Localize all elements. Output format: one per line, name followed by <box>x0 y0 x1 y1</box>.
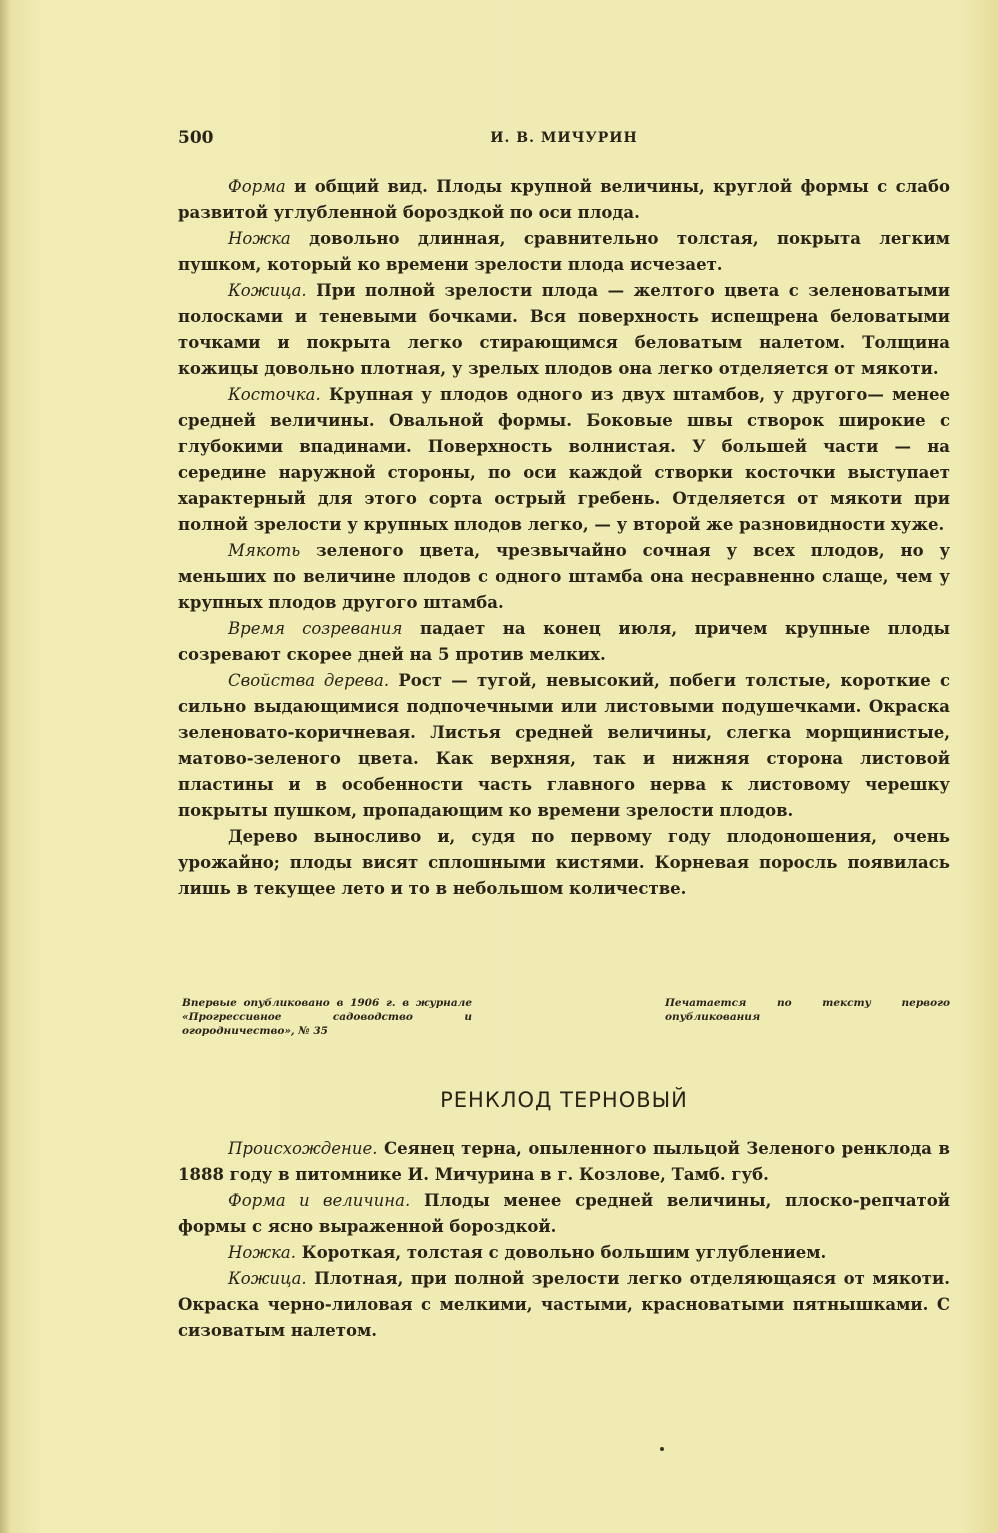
paragraph-text: Плотная, при полной зрелости легко отделяющаяся от мякоти. Окраска черно-лиловая с мелкими, частыми, красноватыми пятнышками. С сизоватым налетом. <box>178 1269 950 1340</box>
paragraph-text: При полной зрелости плода — желтого цвета с зеленоватыми полосками и теневыми бочками. Вся поверхность испещрена беловатыми точками и покрыта легко стирающимся беловатым налетом. Толщина кожицы довольно плотная, у зрелых плодов она легко отделяется от мякоти. <box>178 281 950 378</box>
variety-description-section <box>178 174 950 902</box>
paragraph-term: Форма <box>228 177 286 196</box>
publication-notes <box>182 996 950 1042</box>
running-head: И. В. МИЧУРИН <box>490 130 638 146</box>
paragraph-term: Ножка. <box>228 1243 297 1262</box>
paragraph-stone <box>178 382 950 538</box>
paragraph-term: Ножка <box>228 229 291 248</box>
paragraph-term: Мякоть <box>228 541 301 560</box>
paragraph-text: Короткая, толстая с довольно большим углублением. <box>296 1243 827 1262</box>
paragraph-stalk <box>178 226 950 278</box>
paragraph-text: довольно длинная, сравнительно толстая, покрыта легким пушком, который ко времени зрелости плода исчезает. <box>178 229 950 274</box>
paragraph-origin <box>178 1136 950 1188</box>
paragraph-term: Время созревания <box>228 619 403 638</box>
page-header <box>178 128 950 152</box>
renklod-ternovy-section <box>178 1136 950 1344</box>
paragraph-stalk <box>178 1240 950 1266</box>
paragraph-term: Кожица. <box>228 281 307 300</box>
paragraph-skin <box>178 1266 950 1344</box>
first-published-note: Впервые опубликовано в 1906 г. в журнале «Прогрессивное садоводство и огородничество», № 35 <box>182 997 472 1037</box>
paragraph-term: Происхождение. <box>228 1139 378 1158</box>
paragraph-form-size <box>178 1188 950 1240</box>
paragraph-text: и общий вид. Плоды крупной величины, круглой формы с слабо развитой углубленной бороздкой по оси плода. <box>178 177 950 222</box>
paragraph-text: Рост — тугой, невысокий, побеги толстые, короткие с сильно выдающимися подпочечными или листовыми подушечками. Окраска зеленовато-коричневая. Листья средней величины, слегка морщинистые, матово-зеленого цвета. Как верхняя, так и нижняя сторона листовой пластины и в особенности часть главного нерва к листовому черешку покрыты пушком, пропадающим ко времени зрелости плодов. <box>178 671 950 820</box>
page-edge-shadow <box>0 0 10 1533</box>
paragraph-form <box>178 174 950 226</box>
paragraph-ripening <box>178 616 950 668</box>
paragraph-term: Кожица. <box>228 1269 307 1288</box>
paragraph-term: Косточка. <box>228 385 321 404</box>
paragraph-tree-properties <box>178 668 950 824</box>
paragraph-text: Дерево выносливо и, судя по первому году плодоношения, очень урожайно; плоды висят сплошными кистями. Корневая поросль появилась лишь в текущее лето и то в небольшом количестве. <box>178 827 950 898</box>
paragraph-text: Сеянец терна, опыленного пыльцой Зеленого ренклода в 1888 году в питомнике И. Мичурина в г. Козлове, Тамб. губ. <box>178 1139 950 1184</box>
paragraph-text: Плоды менее средней величины, плоско-репчатой формы с ясно выраженной бороздкой. <box>178 1191 950 1236</box>
paragraph-text: зеленого цвета, чрезвычайно сочная у всех плодов, но у меньших по величине плодов с одного штамба она несравненно слаще, чем у крупных плодов другого штамба. <box>178 541 950 612</box>
paragraph-text: падает на конец июля, причем крупные плоды созревают скорее дней на 5 против мелких. <box>178 619 950 664</box>
paragraph-text: Крупная у плодов одного из двух штамбов, у другого— менее средней величины. Овальной формы. Боковые швы створок широкие с глубокими впадинами. Поверхность волнистая. У большей части — на середине наружной стороны, по оси каждой створки косточки выступает характерный для этого сорта острый гребень. Отделяется от мякоти при полной зрелости у крупных плодов легко, — у второй же разновидности хуже. <box>178 385 950 534</box>
printed-from-note: Печатается по тексту первого опубликования <box>665 997 950 1023</box>
paragraph-term: Свойства дерева. <box>228 671 390 690</box>
page-number: 500 <box>178 128 214 148</box>
paragraph-term: Форма и величина. <box>228 1191 411 1210</box>
paragraph-skin <box>178 278 950 382</box>
paragraph-flesh <box>178 538 950 616</box>
paragraph-hardiness <box>178 824 950 902</box>
print-speck <box>660 1447 664 1451</box>
section-title: РЕНКЛОД ТЕРНОВЫЙ <box>440 1088 688 1112</box>
